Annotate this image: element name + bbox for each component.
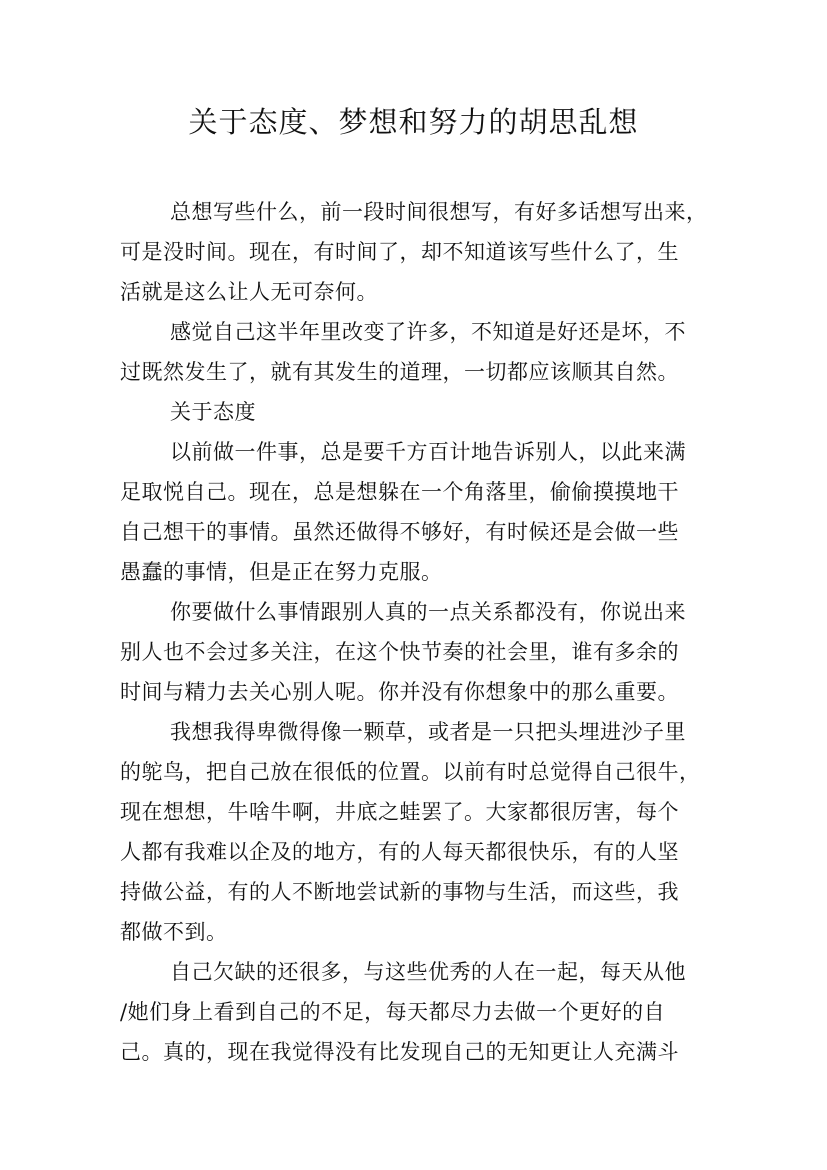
text-line: 都做不到。	[120, 920, 228, 944]
text-line: 总想写些什么，前一段时间很想写，有好多话想写出来，	[170, 200, 708, 224]
text-line: 现在想想，牛啥牛啊，井底之蛙罢了。大家都很厉害，每个	[120, 800, 679, 824]
text-line: 你要做什么事情跟别人真的一点关系都没有，你说出来	[170, 600, 686, 624]
document-body	[120, 192, 720, 1072]
text-line: 的鸵鸟，把自己放在很低的位置。以前有时总觉得自己很牛，	[120, 760, 701, 784]
text-line: 己。真的，现在我觉得没有比发现自己的无知更让人充满斗	[120, 1040, 679, 1064]
text-line: 时间与精力去关心别人呢。你并没有你想象中的那么重要。	[120, 680, 679, 704]
text-line: 关于态度	[170, 400, 256, 424]
text-line: 自己想干的事情。虽然还做得不够好，有时候还是会做一些	[120, 520, 679, 544]
text-line: 愚蠢的事情，但是正在努力克服。	[120, 560, 443, 584]
text-line: 以前做一件事，总是要千方百计地告诉别人，以此来满	[170, 440, 686, 464]
text-line: 人都有我难以企及的地方，有的人每天都很快乐，有的人坚	[120, 840, 679, 864]
text-line: 持做公益，有的人不断地尝试新的事物与生活，而这些，我	[120, 880, 679, 904]
text-line: 足取悦自己。现在，总是想躲在一个角落里，偷偷摸摸地干	[120, 480, 679, 504]
text-line: 我想我得卑微得像一颗草，或者是一只把头埋进沙子里	[170, 720, 686, 744]
text-line: /她们身上看到自己的不足，每天都尽力去做一个更好的自	[120, 1000, 666, 1024]
text-line: 可是没时间。现在，有时间了，却不知道该写些什么了，生	[120, 240, 679, 264]
text-line: 自己欠缺的还很多，与这些优秀的人在一起，每天从他	[170, 960, 686, 984]
text-line: 活就是这么让人无可奈何。	[120, 280, 378, 304]
text-line: 别人也不会过多关注，在这个快节奏的社会里，谁有多余的	[120, 640, 679, 664]
text-line: 感觉自己这半年里改变了许多，不知道是好还是坏，不	[170, 320, 686, 344]
text-line: 过既然发生了，就有其发生的道理，一切都应该顺其自然。	[120, 360, 679, 384]
document-title: 关于态度、梦想和努力的胡思乱想	[188, 105, 639, 139]
